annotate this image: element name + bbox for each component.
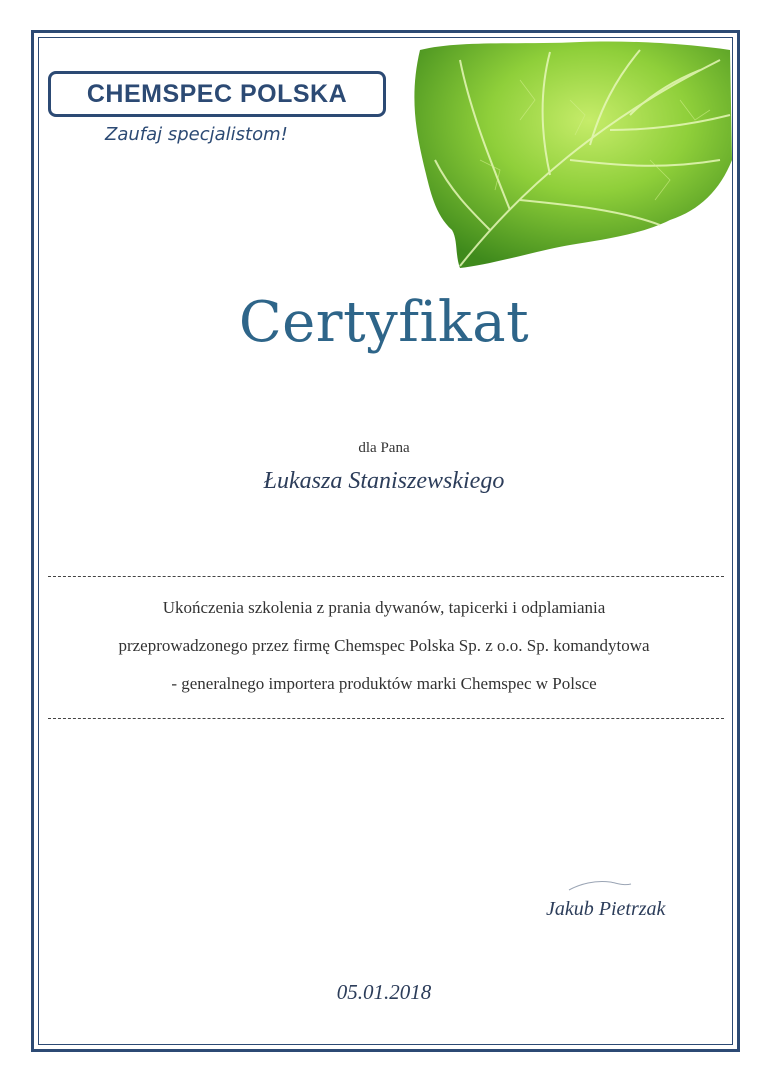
certificate-body-line: - generalnego importera produktów marki Chemspec w Polsce — [171, 674, 597, 693]
company-tagline: Zaufaj specjalistom! — [105, 124, 288, 145]
recipient-name: Łukasza Staniszewskiego — [263, 468, 505, 494]
leaf-icon — [400, 40, 735, 270]
signer-name: Jakub Pietrzak — [546, 898, 666, 920]
divider-bottom — [48, 718, 724, 719]
certificate-title: Certyfikat — [238, 290, 530, 355]
company-logo — [48, 71, 386, 117]
certificate-body-line: Ukończenia szkolenia z prania dywanów, tapicerki i odplamiania — [162, 598, 606, 617]
divider-top — [48, 576, 724, 577]
signature-mark — [565, 870, 635, 898]
certificate-body-line: przeprowadzonego przez firmę Chemspec Polska Sp. z o.o. Sp. komandytowa — [118, 636, 650, 655]
certificate-date: 05.01.2018 — [336, 980, 432, 1004]
logo-text: CHEMSPEC POLSKA — [86, 79, 348, 108]
recipient-prefix: dla Pana — [358, 440, 410, 456]
